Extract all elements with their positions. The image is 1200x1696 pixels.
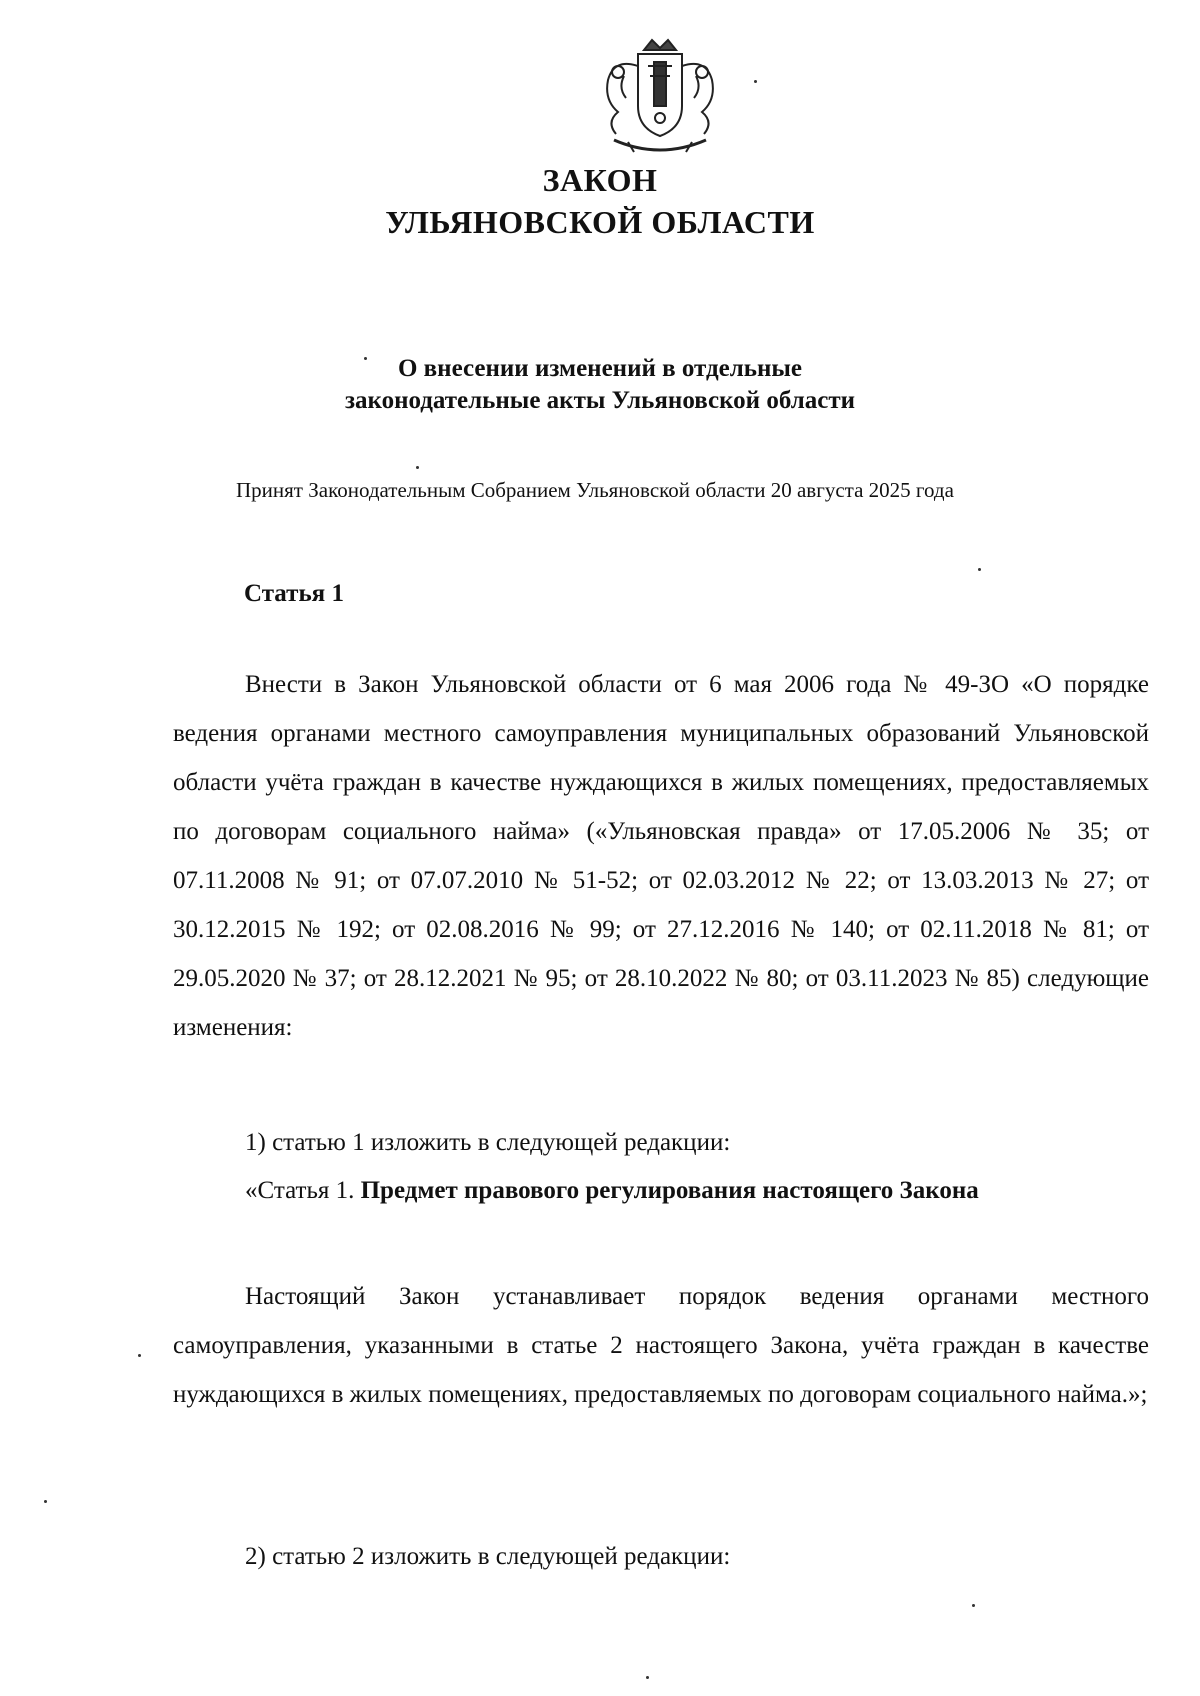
adoption-note: Принят Законодательным Собранием Ульяновской области 20 августа 2025 года: [236, 478, 954, 502]
coat-of-arms-icon: [594, 36, 726, 156]
amendment-item-2: 2) статью 2 изложить в следующей редакции:: [245, 1543, 731, 1570]
law-subtitle-line2: законодательные акты Ульяновской области: [344, 387, 856, 414]
law-title-line2: УЛЬЯНОВСКОЙ ОБЛАСТИ: [385, 204, 815, 240]
new-article-heading: [245, 1177, 979, 1205]
law-subtitle-line1: О внесении изменений в отдельные: [397, 355, 803, 382]
scan-speck: [972, 1604, 975, 1607]
article-heading: Статья 1: [244, 580, 344, 607]
article-paragraph-2: Настоящий Закон устанавливает порядок ведения органами местного самоуправления, указанными в статье 2 настоящего Закона, учёта граждан в качестве нуждающихся в жилых помещениях, предоставляемых по договорам социального найма.»;: [173, 1283, 1149, 1408]
scan-speck: [44, 1500, 47, 1503]
amendment-item-1: 1) статью 1 изложить в следующей редакции:: [245, 1129, 731, 1156]
scan-speck: [646, 1676, 649, 1679]
scan-speck: [138, 1354, 141, 1357]
scan-speck: [978, 568, 981, 571]
law-title-line1: ЗАКОН: [542, 162, 658, 198]
scan-speck: [416, 466, 419, 469]
scan-speck: [364, 357, 367, 360]
scan-speck: [754, 80, 757, 83]
new-article-prefix: «Статья 1.: [245, 1177, 361, 1204]
new-article-title: Предмет правового регулирования настоящего Закона: [360, 1177, 979, 1204]
article-paragraph-1: Внести в Закон Ульяновской области от 6 мая 2006 года № 49-ЗО «О порядке ведения органами местного самоуправления муниципальных образований Ульяновской области учёта граждан в качестве нуждающихся в жилых помещениях, предоставляемых по договорам социального найма» («Ульяновская правда» от 17.05.2006 № 35; от 07.11.2008 № 91; от 07.07.2010 № 51-52; от 02.03.2012 № 22; от 13.03.2013 № 27; от 30.12.2015 № 192; от 02.08.2016 № 99; от 27.12.2016 № 140; от 02.11.2018 № 81; от 29.05.2020 № 37; от 28.12.2021 № 95; от 28.10.2022 № 80; от 03.11.2023 № 85) следующие изменения:: [173, 671, 1149, 1041]
